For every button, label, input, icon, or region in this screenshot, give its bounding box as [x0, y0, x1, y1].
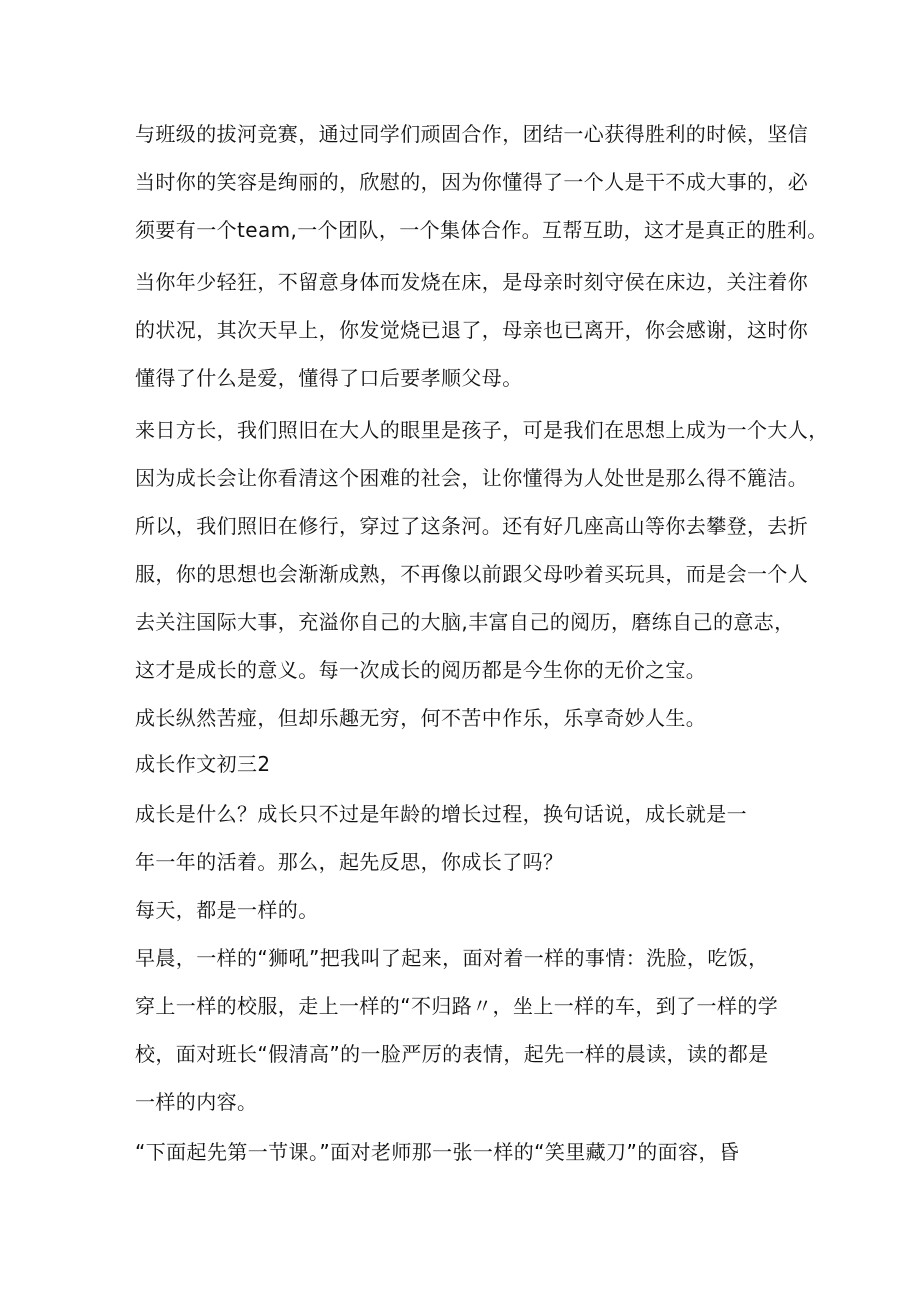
paragraph-line: 当时你的笑容是绚丽的，欣慰的，因为你懂得了一个人是干不成大事的，必: [135, 170, 809, 194]
paragraph-line: 这才是成长的意义。每一次成长的阅历都是今生你的无价之宝。: [135, 658, 707, 682]
paragraph-line: 每天，都是一样的。: [135, 898, 319, 922]
paragraph-line: 的状况，其次天早上，你发觉烧已退了，母亲也已离开，你会感谢，这时你: [135, 318, 809, 342]
paragraph-line: 去关注国际大事，充溢你自己的大脑,丰富自己的阅历，磨练自己的意志，: [135, 610, 795, 634]
paragraph-line: 懂得了什么是爱，懂得了口后要孝顺父母。: [135, 366, 523, 390]
paragraph-line: 与班级的拔河竞赛，通过同学们顽固合作，团结一心获得胜利的时候，坚信: [135, 122, 809, 146]
paragraph-line: 成长是什么？成长只不过是年龄的增长过程，换句话说，成长就是一: [135, 802, 747, 826]
paragraph-line: 年一年的活着。那么，起先反思，你成长了吗？: [135, 850, 564, 874]
paragraph-line: 当你年少轻狂，不留意身体而发烧在床，是母亲时刻守侯在床边，关注着你: [135, 270, 809, 294]
paragraph-line: 须要有一个team,一个团队，一个集体合作。互帮互助，这才是真正的胜利。: [135, 218, 828, 242]
paragraph-line: 服，你的思想也会渐渐成熟，不再像以前跟父母吵着买玩具，而是会一个人: [135, 562, 809, 586]
paragraph-line: 校，面对班长“假清高”的一脸严厉的表情，起先一样的晨读，读的都是: [135, 1042, 769, 1066]
paragraph-line: 早晨，一样的“狮吼”把我叫了起来，面对着一样的事情：洗脸，吃饭，: [135, 946, 769, 970]
paragraph-line: 来日方长，我们照旧在大人的眼里是孩子，可是我们在思想上成为一个大人，: [135, 418, 829, 442]
paragraph-line: 成长纵然苦痖，但却乐趣无穷，何不苦中作乐，乐享奇妙人生。: [135, 706, 707, 730]
section-heading: 成长作文初三2: [135, 752, 271, 776]
paragraph-line: 穿上一样的校服，走上一样的“不归路〃，坐上一样的车，到了一样的学: [135, 994, 779, 1018]
paragraph-line: 一样的内容。: [135, 1090, 258, 1114]
paragraph-line: 所以，我们照旧在修行，穿过了这条河。还有好几座高山等你去攀登，去折: [135, 514, 809, 538]
paragraph-line: 因为成长会让你看清这个困难的社会，让你懂得为人处世是那么得不簏洁。: [135, 466, 809, 490]
paragraph-line: “下面起先第一节课。”面对老师那一张一样的“笑里藏刀”的面容，昏: [135, 1140, 740, 1164]
